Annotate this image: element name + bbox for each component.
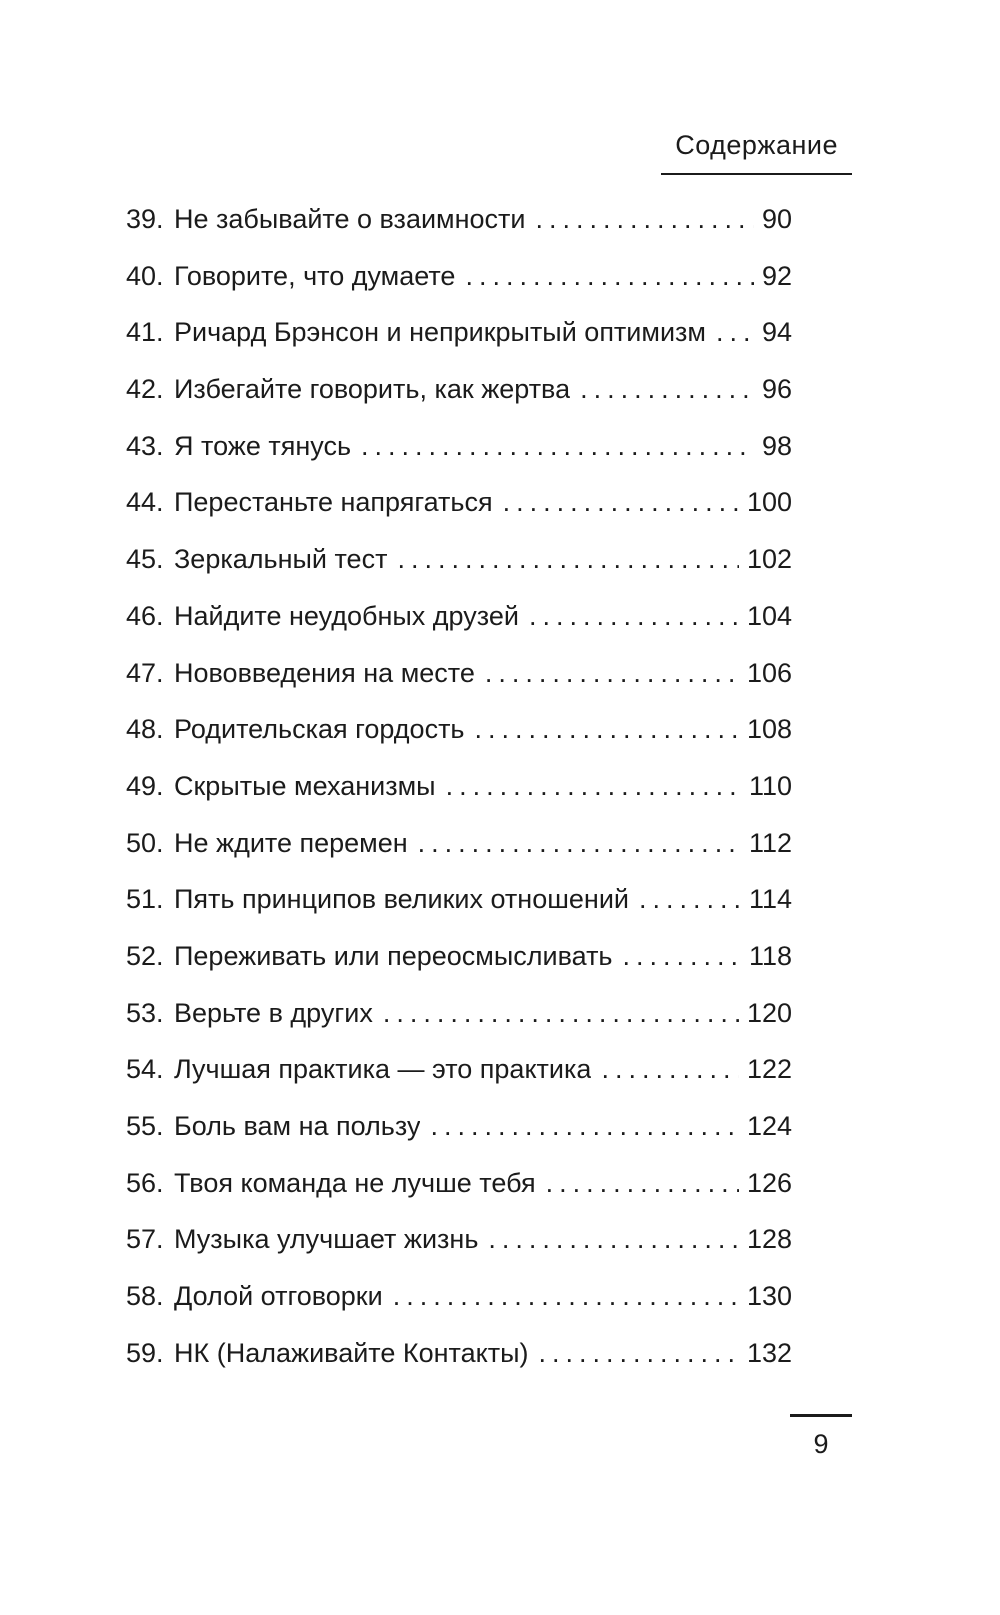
dot-leader (418, 815, 741, 872)
toc-entry-page: 94 (761, 317, 792, 348)
toc-entry-number: 44. (126, 487, 164, 518)
toc-entry-number: 57. (126, 1224, 164, 1255)
toc-entry-title: Найдите неудобных друзей (174, 600, 519, 631)
page-footer (790, 1414, 852, 1460)
toc-entry-title: Пять принципов великих отношений (174, 884, 629, 915)
toc-entry-number: 42. (126, 374, 164, 405)
dot-leader (546, 1155, 739, 1212)
toc-entry-title: Говорите, что думаете (174, 260, 456, 291)
toc-entry-number: 50. (126, 827, 164, 858)
toc-entry-number: 45. (126, 544, 164, 575)
page-title: Содержание (661, 130, 852, 175)
dot-leader (397, 531, 739, 588)
toc-entry (126, 1325, 792, 1382)
toc-entry (126, 1155, 792, 1212)
toc-entry-title: Родительская гордость (174, 714, 465, 745)
toc-entry-number: 51. (126, 884, 164, 915)
toc-entry-page: 126 (746, 1167, 792, 1198)
toc-entry-page: 92 (761, 260, 792, 291)
toc-entry-title: Нововведения на месте (174, 657, 475, 688)
dot-leader (430, 1098, 738, 1155)
toc-entry-title: Не ждите перемен (174, 827, 408, 858)
toc-entry (126, 1268, 792, 1325)
toc-entry-page: 100 (746, 487, 792, 518)
toc-entry (126, 985, 792, 1042)
dot-leader (538, 1325, 738, 1382)
toc-entry (126, 418, 792, 475)
toc-entry-title: Верьте в других (174, 997, 373, 1028)
toc-entry-title: Не забывайте о взаимности (174, 204, 526, 234)
toc-entry-title: Музыка улучшает жизнь (174, 1224, 479, 1255)
toc-entry-number: 52. (126, 940, 164, 971)
toc-entry-number: 55. (126, 1111, 164, 1141)
dot-leader (580, 361, 754, 418)
toc-entry (126, 1211, 792, 1268)
page-number: 9 (813, 1429, 829, 1459)
toc-entry-page: 110 (748, 770, 792, 801)
toc-entry (126, 248, 792, 305)
toc-entry-number: 59. (126, 1337, 164, 1368)
toc-entry-number: 43. (126, 430, 164, 461)
toc-entry-page: 90 (761, 204, 792, 234)
toc-entry-title: Долой отговорки (174, 1281, 383, 1312)
dot-leader (488, 1211, 739, 1268)
toc-entry-number: 49. (126, 770, 164, 801)
toc-entry-number: 41. (126, 317, 164, 348)
toc-entry-number: 46. (126, 600, 164, 631)
toc-entry (126, 304, 792, 361)
dot-leader (475, 701, 739, 758)
toc-entry (126, 191, 792, 248)
toc-entry (126, 531, 792, 588)
toc-entry-page: 114 (748, 884, 792, 915)
toc-list (126, 191, 792, 1381)
toc-entry-title: Зеркальный тест (174, 544, 388, 575)
toc-entry (126, 758, 792, 815)
toc-entry-title: Ричард Брэнсон и неприкрытый оптимизм (174, 317, 706, 348)
dot-leader (485, 645, 739, 702)
toc-entry-number: 58. (126, 1281, 164, 1312)
toc-entry-page: 132 (746, 1337, 792, 1368)
dot-leader (383, 985, 739, 1042)
toc-entry (126, 1041, 792, 1098)
toc-entry-title: Переживать или переосмысливать (174, 940, 613, 971)
toc-entry (126, 645, 792, 702)
toc-entry-page: 122 (746, 1054, 792, 1085)
dot-leader (446, 758, 741, 815)
toc-entry-title: Перестаньте напрягаться (174, 487, 493, 518)
toc-entry-page: 98 (761, 430, 792, 461)
toc-entry-page: 120 (746, 997, 792, 1028)
toc-entry-number: 48. (126, 714, 164, 745)
toc-entry-number: 53. (126, 997, 164, 1028)
toc-entry-title: НК (Налаживайте Контакты) (174, 1337, 529, 1368)
dot-leader (393, 1268, 739, 1325)
toc-entry (126, 361, 792, 418)
toc-entry-number: 47. (126, 657, 164, 688)
toc-entry-page: 102 (746, 544, 792, 575)
toc-entry-title: Лучшая практика — это практика (174, 1054, 592, 1085)
footer-rule (790, 1414, 852, 1417)
toc-entry-title: Скрытые механизмы (174, 770, 436, 801)
toc-entry-number: 56. (126, 1167, 164, 1198)
toc-entry-page: 128 (746, 1224, 792, 1255)
toc-entry-page: 96 (761, 374, 792, 405)
toc-entry-page: 112 (748, 827, 792, 858)
toc-entry (126, 474, 792, 531)
toc-entry (126, 928, 792, 985)
dot-leader (716, 304, 754, 361)
toc-entry-title: Боль вам на пользу (174, 1111, 421, 1141)
toc-entry-number: 54. (126, 1054, 164, 1085)
toc-entry-number: 40. (126, 260, 164, 291)
dot-leader (465, 248, 754, 305)
toc-entry-title: Твоя команда не лучше тебя (174, 1167, 536, 1198)
toc-entry-page: 124 (746, 1111, 792, 1141)
toc-entry-title: Избегайте говорить, как жертва (174, 374, 571, 405)
toc-entry-page: 130 (746, 1281, 792, 1312)
dot-leader (535, 191, 753, 248)
toc-entry (126, 1098, 792, 1155)
dot-leader (503, 474, 739, 531)
toc-entry-title: Я тоже тянусь (174, 430, 352, 461)
toc-entry-page: 106 (746, 657, 792, 688)
dot-leader (601, 1041, 739, 1098)
toc-entry-number: 39. (126, 204, 164, 234)
toc-entry (126, 871, 792, 928)
toc-entry (126, 815, 792, 872)
dot-leader (529, 588, 739, 645)
toc-entry-page: 104 (746, 600, 792, 631)
dot-leader (639, 871, 741, 928)
toc-entry-page: 118 (748, 940, 792, 971)
toc-entry (126, 588, 792, 645)
toc-entry (126, 701, 792, 758)
dot-leader (361, 418, 754, 475)
toc-entry-page: 108 (746, 714, 792, 745)
dot-leader (623, 928, 741, 985)
